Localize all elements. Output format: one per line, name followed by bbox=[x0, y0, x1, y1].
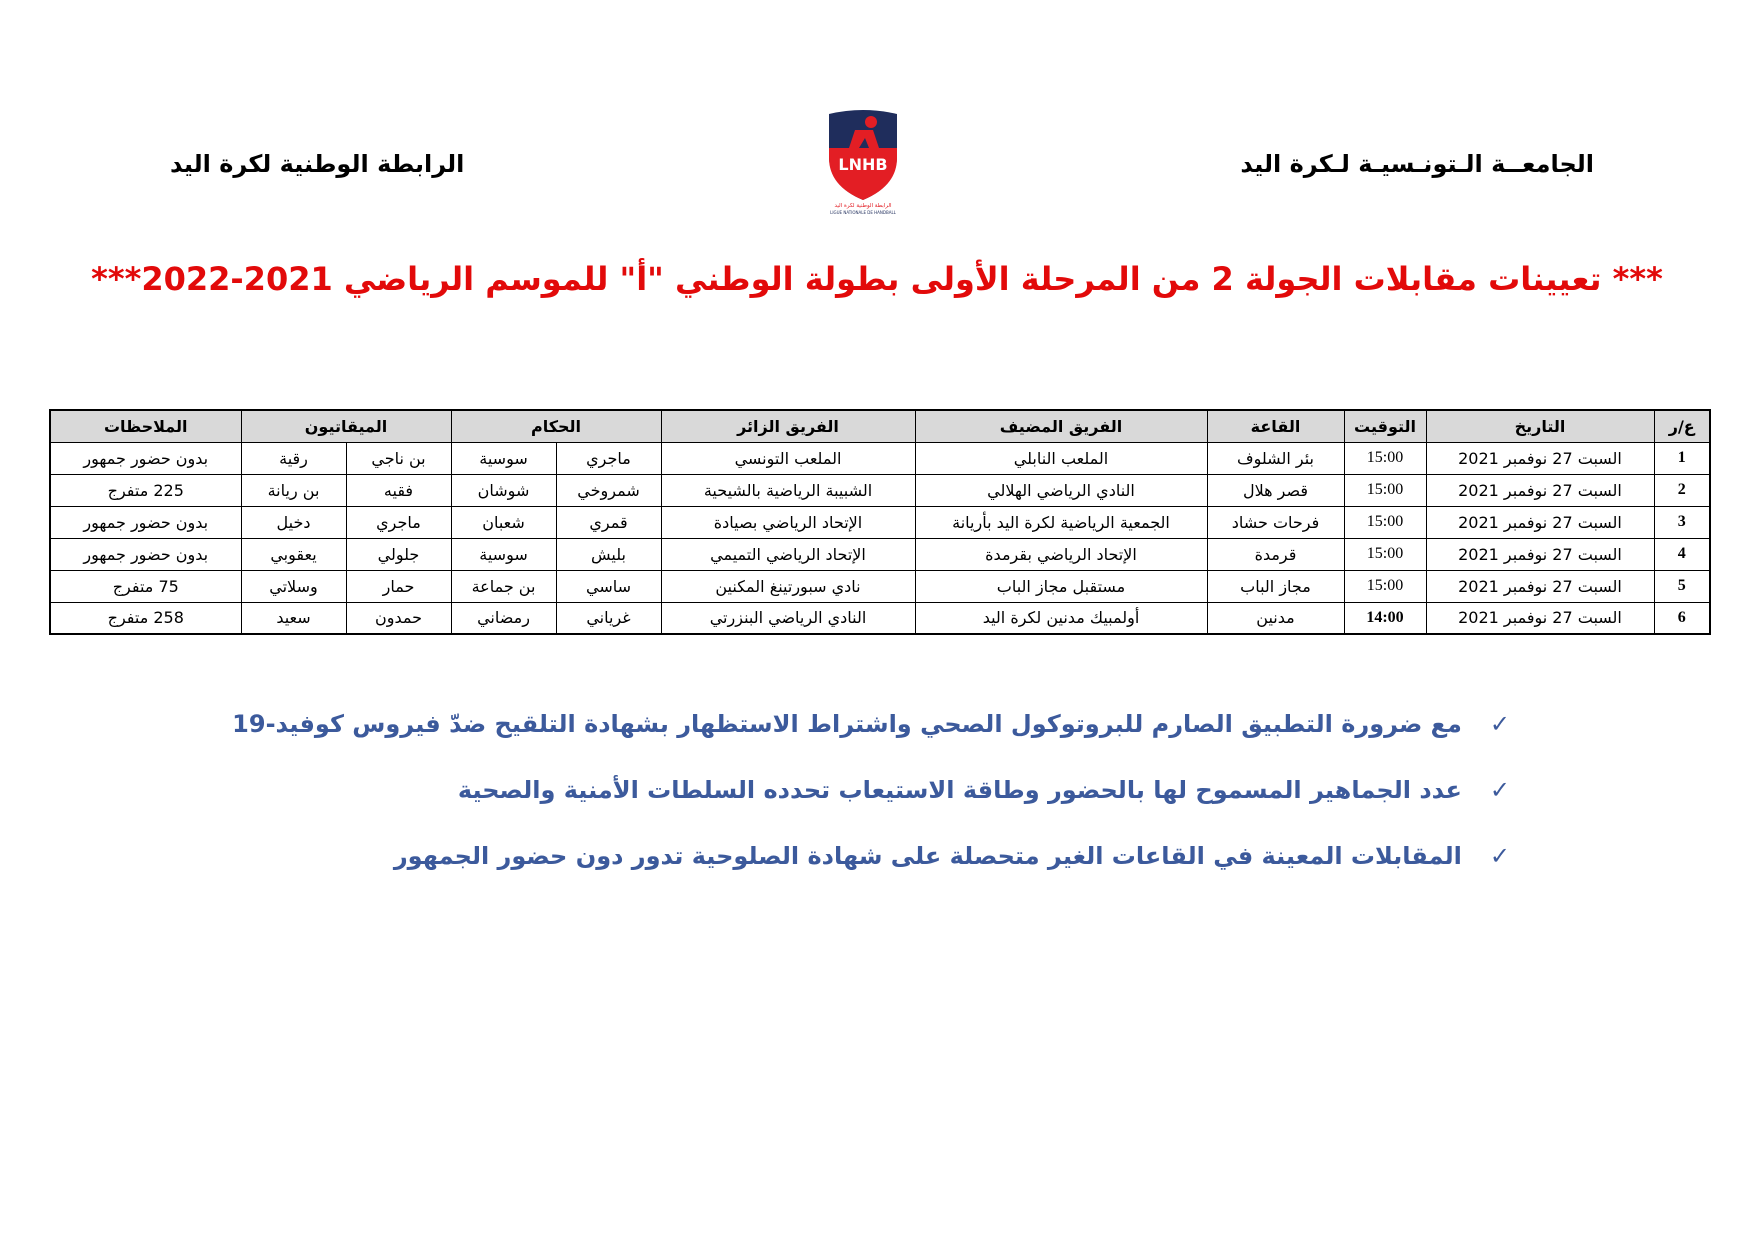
cell-referee-2: رمضاني bbox=[451, 602, 556, 634]
table-row bbox=[50, 506, 1710, 538]
cell-referee-2: بن جماعة bbox=[451, 570, 556, 602]
cell-timekeeper-1: ماجري bbox=[346, 506, 451, 538]
cell-home-team: مستقبل مجاز الباب bbox=[915, 570, 1207, 602]
cell-referee-1: غرياني bbox=[556, 602, 661, 634]
table-row bbox=[50, 570, 1710, 602]
checkmark-icon: ✓ bbox=[1489, 710, 1510, 738]
cell-hall: بئر الشلوف bbox=[1207, 442, 1344, 474]
table-header-row bbox=[50, 410, 1710, 442]
cell-away-team: الشبيبة الرياضية بالشيحية bbox=[661, 474, 915, 506]
cell-date: السبت 27 نوفمبر 2021 bbox=[1426, 570, 1654, 602]
cell-home-team: الإتحاد الرياضي بقرمدة bbox=[915, 538, 1207, 570]
cell-timekeeper-1: بن ناجي bbox=[346, 442, 451, 474]
cell-referee-1: قمري bbox=[556, 506, 661, 538]
cell-notes: بدون حضور جمهور bbox=[50, 506, 241, 538]
cell-timekeeper-1: حمار bbox=[346, 570, 451, 602]
cell-notes: بدون حضور جمهور bbox=[50, 538, 241, 570]
cell-date: السبت 27 نوفمبر 2021 bbox=[1426, 506, 1654, 538]
cell-home-team: الجمعية الرياضية لكرة اليد بأريانة bbox=[915, 506, 1207, 538]
cell-time: 15:00 bbox=[1344, 474, 1426, 506]
match-assignments-table bbox=[49, 409, 1711, 635]
cell-referee-2: سوسية bbox=[451, 538, 556, 570]
cell-timekeeper-2: سعيد bbox=[241, 602, 346, 634]
cell-num: 3 bbox=[1654, 506, 1710, 538]
cell-time: 15:00 bbox=[1344, 442, 1426, 474]
note-item bbox=[232, 710, 1510, 738]
lnhb-logo bbox=[815, 108, 911, 216]
header-timekeepers: الميقاتيون bbox=[241, 410, 451, 442]
cell-referee-1: بليش bbox=[556, 538, 661, 570]
cell-timekeeper-1: جلولي bbox=[346, 538, 451, 570]
cell-referee-2: سوسية bbox=[451, 442, 556, 474]
logo-caption: الرابطة الوطنية لكرة اليد bbox=[834, 203, 892, 209]
logo-text: LNHB bbox=[838, 155, 888, 174]
cell-notes: 75 متفرج bbox=[50, 570, 241, 602]
checkmark-icon: ✓ bbox=[1489, 842, 1510, 870]
cell-hall: قصر هلال bbox=[1207, 474, 1344, 506]
cell-away-team: الإتحاد الرياضي بصيادة bbox=[661, 506, 915, 538]
table-row bbox=[50, 602, 1710, 634]
league-name: الرابطة الوطنية لكرة اليد bbox=[170, 150, 465, 178]
cell-date: السبت 27 نوفمبر 2021 bbox=[1426, 538, 1654, 570]
logo-subcaption: LIGUE NATIONALE DE HANDBALL bbox=[830, 210, 896, 215]
cell-referee-1: شمروخي bbox=[556, 474, 661, 506]
table-row bbox=[50, 442, 1710, 474]
table-row bbox=[50, 538, 1710, 570]
cell-num: 2 bbox=[1654, 474, 1710, 506]
cell-date: السبت 27 نوفمبر 2021 bbox=[1426, 442, 1654, 474]
cell-referee-2: شوشان bbox=[451, 474, 556, 506]
cell-notes: 258 متفرج bbox=[50, 602, 241, 634]
cell-time: 15:00 bbox=[1344, 570, 1426, 602]
cell-away-team: النادي الرياضي البنزرتي bbox=[661, 602, 915, 634]
cell-num: 6 bbox=[1654, 602, 1710, 634]
cell-hall: مدنين bbox=[1207, 602, 1344, 634]
note-item bbox=[394, 842, 1510, 870]
cell-notes: 225 متفرج bbox=[50, 474, 241, 506]
cell-timekeeper-2: دخيل bbox=[241, 506, 346, 538]
note-text: المقابلات المعينة في القاعات الغير متحصلة على شهادة الصلوحية تدور دون حضور الجمهور bbox=[393, 842, 1462, 870]
cell-hall: مجاز الباب bbox=[1207, 570, 1344, 602]
cell-home-team: أولمبيك مدنين لكرة اليد bbox=[915, 602, 1207, 634]
cell-hall: قرمدة bbox=[1207, 538, 1344, 570]
cell-timekeeper-1: فقيه bbox=[346, 474, 451, 506]
cell-num: 4 bbox=[1654, 538, 1710, 570]
header-hall: القاعة bbox=[1207, 410, 1344, 442]
cell-away-team: نادي سبورتينغ المكنين bbox=[661, 570, 915, 602]
cell-away-team: الملعب التونسي bbox=[661, 442, 915, 474]
cell-home-team: النادي الرياضي الهلالي bbox=[915, 474, 1207, 506]
cell-timekeeper-2: بن ريانة bbox=[241, 474, 346, 506]
header-time: التوقيت bbox=[1344, 410, 1426, 442]
cell-home-team: الملعب النابلي bbox=[915, 442, 1207, 474]
header-date: التاريخ bbox=[1426, 410, 1654, 442]
page-title: *** تعيينات مقابلات الجولة 2 من المرحلة الأولى بطولة الوطني "أ" للموسم الرياضي 2021-2022*** bbox=[91, 260, 1663, 298]
cell-timekeeper-1: حمدون bbox=[346, 602, 451, 634]
cell-notes: بدون حضور جمهور bbox=[50, 442, 241, 474]
cell-num: 1 bbox=[1654, 442, 1710, 474]
cell-referee-1: ساسي bbox=[556, 570, 661, 602]
federation-name: الجامعــة الـتونـسيـة لـكرة اليد bbox=[1240, 150, 1594, 178]
cell-hall: فرحات حشاد bbox=[1207, 506, 1344, 538]
cell-date: السبت 27 نوفمبر 2021 bbox=[1426, 602, 1654, 634]
note-text: عدد الجماهير المسموح لها بالحضور وطاقة الاستيعاب تحدده السلطات الأمنية والصحية bbox=[457, 776, 1462, 804]
checkmark-icon: ✓ bbox=[1489, 776, 1510, 804]
header-num: ع/ر bbox=[1654, 410, 1710, 442]
cell-timekeeper-2: يعقوبي bbox=[241, 538, 346, 570]
note-item bbox=[458, 776, 1510, 804]
header-home-team: الفريق المضيف bbox=[915, 410, 1207, 442]
cell-time: 15:00 bbox=[1344, 506, 1426, 538]
table-row bbox=[50, 474, 1710, 506]
cell-time: 15:00 bbox=[1344, 538, 1426, 570]
cell-time: 14:00 bbox=[1344, 602, 1426, 634]
header-referees: الحكام bbox=[451, 410, 661, 442]
cell-referee-2: شعبان bbox=[451, 506, 556, 538]
note-text: مع ضرورة التطبيق الصارم للبروتوكول الصحي واشتراط الاستظهار بشهادة التلقيح ضدّ فيروس كوفيد-19 bbox=[232, 710, 1462, 738]
cell-timekeeper-2: رقية bbox=[241, 442, 346, 474]
cell-referee-1: ماجري bbox=[556, 442, 661, 474]
header-away-team: الفريق الزائر bbox=[661, 410, 915, 442]
cell-timekeeper-2: وسلاتي bbox=[241, 570, 346, 602]
cell-away-team: الإتحاد الرياضي التميمي bbox=[661, 538, 915, 570]
cell-num: 5 bbox=[1654, 570, 1710, 602]
header-notes: الملاحظات bbox=[50, 410, 241, 442]
cell-date: السبت 27 نوفمبر 2021 bbox=[1426, 474, 1654, 506]
